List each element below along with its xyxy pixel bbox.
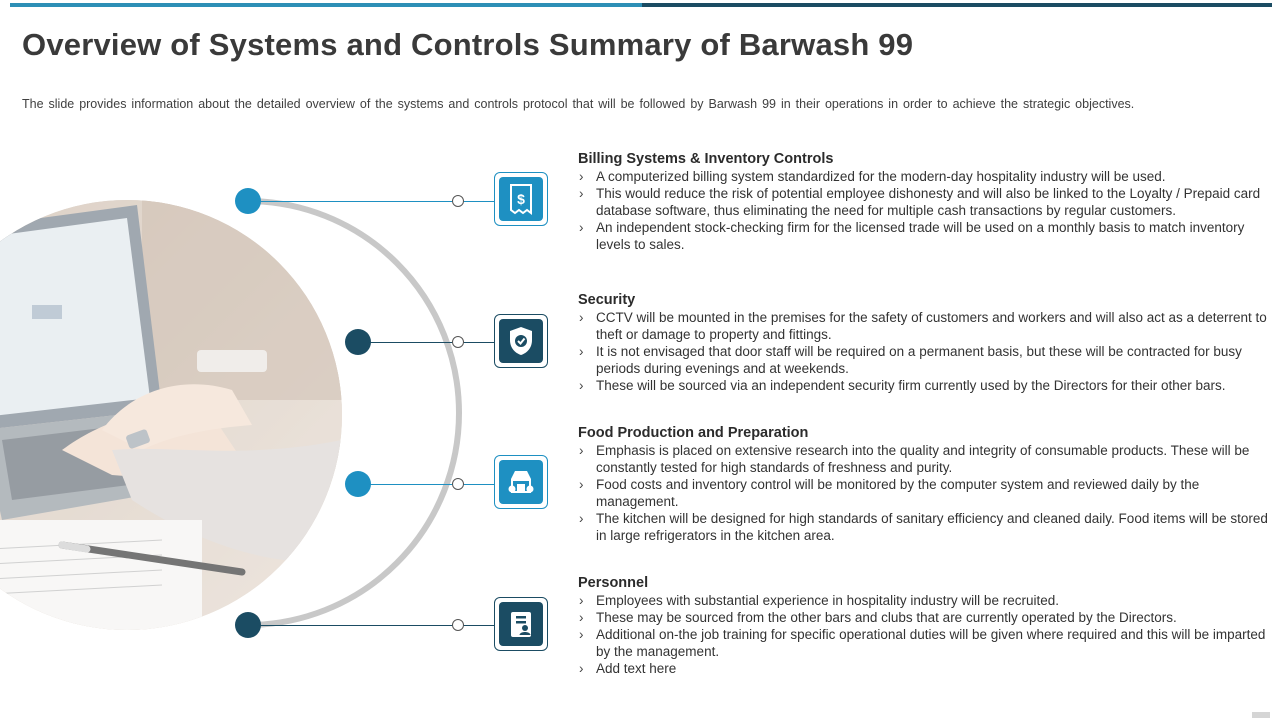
personnel-id-icon — [507, 609, 535, 639]
connector-line-2 — [358, 342, 494, 343]
security-icon-box — [494, 314, 548, 368]
slide-title: Overview of Systems and Controls Summary of Barwash 99 — [22, 27, 914, 62]
svg-text:$: $ — [517, 191, 525, 207]
laptop-typing-photo — [0, 200, 342, 630]
list-item: › Food costs and inventory control will be monitored by the computer system and reviewed daily by the management. — [579, 477, 1200, 509]
list-item: › Additional on-the job training for specific operational duties will be given where required and this will be imparted by the management. — [579, 627, 1266, 659]
list-item[interactable]: › Add text here — [579, 661, 677, 676]
list-item: › An independent stock-checking firm for the licensed trade will be used on a monthly basis to match inventory levels to sales. — [579, 220, 1245, 252]
section-heading: Food Production and Preparation — [578, 425, 809, 441]
top-accent-bar-light — [10, 3, 642, 7]
section-food — [578, 425, 1268, 544]
section-heading: Personnel — [578, 575, 649, 591]
list-item: › CCTV will be mounted in the premises for the safety of customers and workers and will also act as a deterrent to theft or damage to property and fittings. — [579, 310, 1267, 342]
list-item: › Emphasis is placed on extensive research into the quality and integrity of consumable products. These will be constantly tested for high standards of freshness and purity. — [579, 443, 1250, 475]
list-item: › These will be sourced via an independent security firm currently used by the Directors for their other bars. — [579, 378, 1226, 393]
bullet-list — [578, 168, 1268, 253]
section-personnel — [578, 575, 1268, 677]
list-item: › It is not envisaged that door staff will be required on a permanent basis, but these will be contracted for busy periods during evenings and at weekends. — [579, 344, 1242, 376]
section-heading: Security — [578, 292, 636, 308]
connector-line-3 — [358, 484, 494, 485]
list-item: › Employees with substantial experience in hospitality industry will be recruited. — [579, 593, 1059, 608]
bullet-list — [578, 592, 1268, 677]
connector-dot-4 — [452, 619, 464, 631]
personnel-icon-box — [494, 597, 548, 651]
bullet-list — [578, 442, 1268, 544]
connector-dot-1 — [452, 195, 464, 207]
top-accent-bar — [10, 3, 1272, 7]
food-icon-box — [494, 455, 548, 509]
slide-subtitle: The slide provides information about the detailed overview of the systems and controls protocol that will be followed by Barwash 99 in their operations in order to achieve the strategic objectives. — [22, 97, 1135, 111]
list-item: › These may be sourced from the other bars and clubs that are currently operated by the Directors. — [579, 610, 1177, 625]
section-billing — [578, 151, 1268, 253]
list-item: › The kitchen will be designed for high standards of sanitary efficiency and cleaned daily. Food items will be stored in large refrigerators in the kitchen area. — [579, 511, 1268, 543]
billing-icon-box — [494, 172, 548, 226]
connector-dot-3 — [452, 478, 464, 490]
food-store-icon — [506, 467, 536, 497]
slide-corner-mark — [1252, 712, 1270, 718]
section-heading: Billing Systems & Inventory Controls — [578, 151, 834, 167]
list-item: › A computerized billing system standardized for the modern-day hospitality industry will be used. — [579, 169, 1166, 184]
connector-dot-2 — [452, 336, 464, 348]
section-security — [578, 292, 1268, 394]
bullet-list — [578, 309, 1268, 394]
shield-check-icon — [507, 325, 535, 357]
dollar-receipt-icon — [507, 183, 535, 215]
top-accent-bar-dark — [642, 3, 1272, 7]
list-item: › This would reduce the risk of potential employee dishonesty and will also be linked to the Loyalty / Prepaid card database software, thus eliminating the need for multiple cash transactions by regular customers. — [579, 186, 1261, 218]
